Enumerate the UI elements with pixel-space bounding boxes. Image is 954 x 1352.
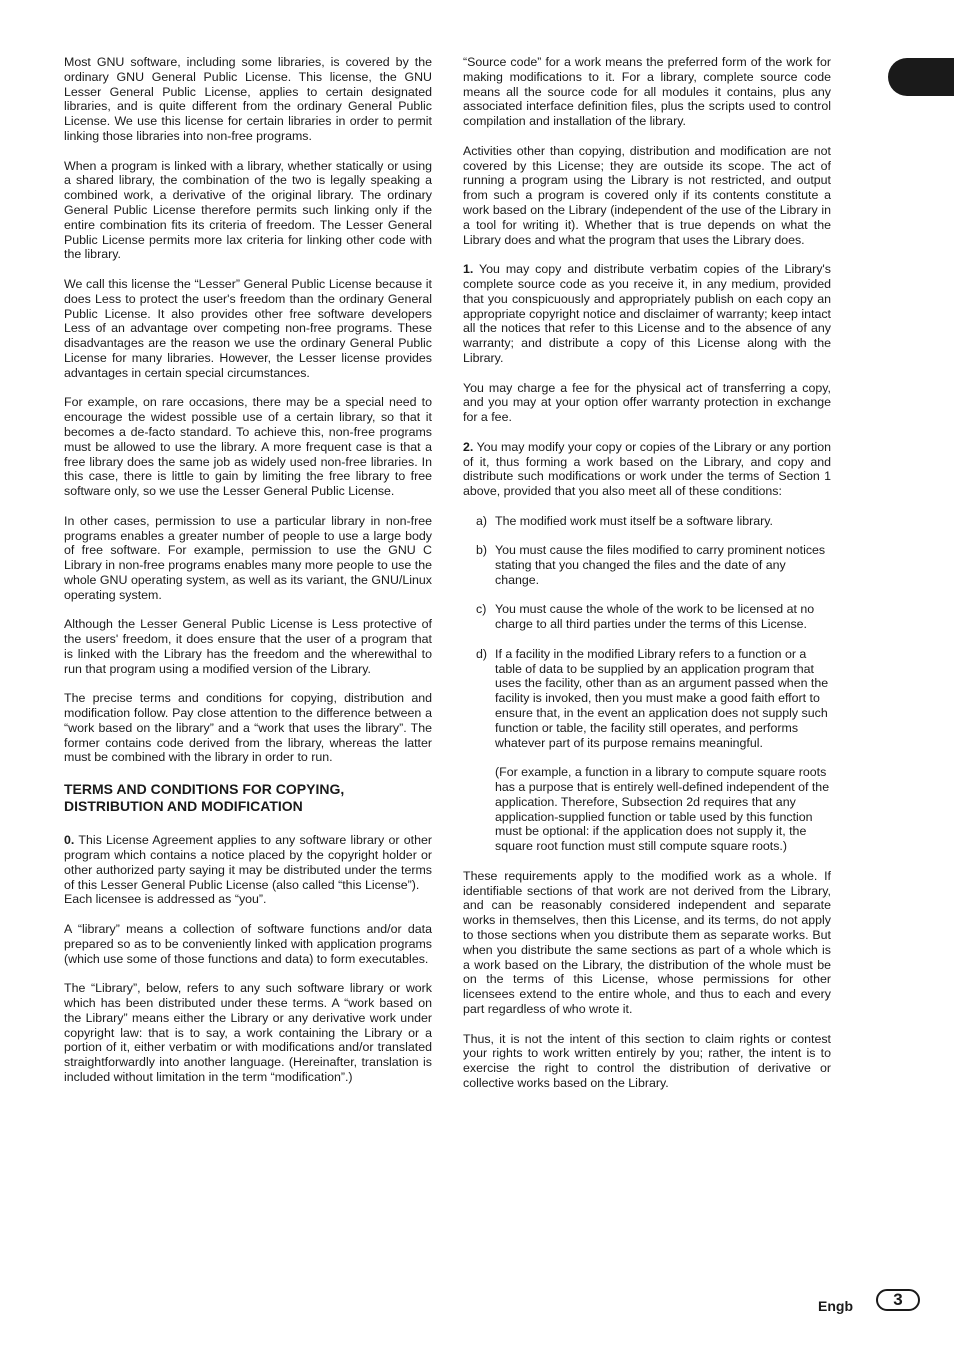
right-column [463,55,831,1106]
section-heading: TERMS AND CONDITIONS FOR COPYING, DISTRIBUTION AND MODIFICATION [64,781,345,815]
list-item [476,602,831,632]
section-0-paragraph [64,833,432,892]
language-label: Engb [818,1298,853,1314]
paragraph: A “library” means a collection of software functions and/or data prepared so as to be conveniently linked with application programs (which use some of those functions and data) to form executables. [64,922,432,966]
section-text: You may copy and distribute verbatim copies of the Library's complete source code as you receive it, in any medium, provided that you conspicuously and appropriately publish on each copy an appropriate copyright notice and disclaimer of warranty; keep intact all the notices that refer to this License and to the absence of any warranty; and distribute a copy of this License along with the Library. [463,262,831,365]
example-paragraph: (For example, a function in a library to compute square roots has a purpose that is entirely well-defined independent of the application. Therefore, Subsection 2d requires that any application-supplied function or table used by this function must be optional: if the application does not supply it, the square root function must still compute square roots.) [495,765,830,854]
list-item [476,543,831,587]
paragraph: Although the Lesser General Public License is Less protective of the users' freedom, it does ensure that the user of a program that is linked with the Library has the freedom and the wherewithal to run that program using a modified version of the Library. [64,617,432,676]
paragraph: Activities other than copying, distribution and modification are not covered by this License; they are outside its scope. The act of running a program using the Library is not restricted, and output from such a program is covered only if its contents constitute a work based on the Library (independent of the use of the Library in a tool for writing it). Whether that is true depends on what the Library does and what the program that uses the Library does. [463,143,831,247]
list-item [476,647,831,751]
section-number: 2. [463,439,474,454]
paragraph: You may charge a fee for the physical act of transferring a copy, and you may at your option offer warranty protection in exchange for a fee. [463,380,831,425]
paragraph: Each licensee is addressed as “you”. [64,892,267,907]
section-edge-tab [888,58,954,96]
list-text: You must cause the files modified to carry prominent notices stating that you changed the files and the date of any change. [495,543,826,587]
paragraph: We call this license the “Lesser” General Public License because it does Less to protect the user's freedom than the ordinary General Public License. It also provides other free software developers Less of an advantage over competing non-free programs. These disadvantages are the reason we use the ordinary General Public License for many libraries. However, the Lesser license provides advantages in certain special circumstances. [64,276,432,380]
section-number: 0. [64,833,75,848]
section-number: 1. [463,262,474,277]
list-label: c) [476,602,487,617]
paragraph: Thus, it is not the intent of this section to claim rights or contest your rights to work written entirely by you; rather, the intent is to exercise the right to control the distribution of derivative or collective works based on the Library. [463,1031,831,1090]
list-label: a) [476,513,488,528]
paragraph: The “Library”, below, refers to any such software library or work which has been distributed under these terms. A “work based on the Library” means either the Library or any derivative work under copyright law: that is to say, a work containing the Library or a portion of it, either verbatim or with modifications and/or translated straightforwardly into another language. (Hereinafter, translation is included without limitation in the term “modification”.) [64,981,432,1084]
section-text: You may modify your copy or copies of the Library or any portion of it, thus forming a work based on the Library, and copy and distribute such modifications or work under the terms of Section 1 above, provided that you also meet all of these conditions: [463,439,832,499]
paragraph: Most GNU software, including some libraries, is covered by the ordinary GNU General Public License. This license, the GNU Lesser General Public License, applies to certain designated libraries, and is quite different from the ordinary General Public License. We use this license for certain libraries in order to permit linking those libraries into non-free programs. [64,55,432,143]
paragraph: In other cases, permission to use a particular library in non-free programs enables a greater number of people to use a large body of free software. For example, permission to use the GNU C Library in non-free programs enables many more people to use the whole GNU operating system, as well as its variant, the GNU/Linux operating system. [64,513,432,602]
section-1-paragraph [463,262,831,366]
list-text: The modified work must itself be a software library. [495,513,773,528]
paragraph: For example, on rare occasions, there may be a special need to encourage the widest possible use of a certain library, so that it becomes a de-facto standard. To achieve this, non-free programs must be allowed to use the library. A more frequent case is that a free library does the same job as widely used non-free libraries. In this case, there is little to gain by limiting the free library to free software only, so we use the Lesser General Public License. [64,395,432,499]
list-label: d) [476,646,488,661]
list-text: If a facility in the modified Library refers to a function or a table of data to be supplied by an application program that uses the facility, other than as an argument passed when the facility is invoked, then you must make a good faith effort to ensure that, in the event an application does not supply such function or table, the facility still operates, and performs whatever part of its purpose remains meaningful. [495,646,829,750]
paragraph: “Source code” for a work means the preferred form of the work for making modifications to it. For a library, complete source code means all the source code for all modules it contains, plus any associated interface definition files, plus the scripts used to control compilation and installation of the library. [463,55,831,129]
list-label: b) [476,543,488,558]
left-column [64,55,432,1100]
section-text: This License Agreement applies to any software library or other program which contains a notice placed by the copyright holder or other authorized party saying it may be distributed under the terms of this Lesser General Public License (also called “this License”). [64,833,432,892]
section-2-paragraph [463,440,831,499]
list-text: You must cause the whole of the work to be licensed at no charge to all third parties under the terms of this License. [495,602,815,632]
paragraph: The precise terms and conditions for copying, distribution and modification follow. Pay close attention to the difference between a “work based on the library” and a “work that uses the library”. The former contains code derived from the library, whereas the latter must be combined with the library in order to run. [64,691,432,765]
page-number-badge: 3 [876,1289,920,1311]
paragraph: When a program is linked with a library, whether statically or using a shared library, the combination of the two is legally speaking a combined work, a derivative of the original library. The ordinary General Public License therefore permits such linking only if the entire combination fits its criteria of freedom. The Lesser General Public License permits more lax criteria for linking other code with the library. [64,158,432,262]
paragraph: These requirements apply to the modified work as a whole. If identifiable sections of that work are not derived from the Library, and can be reasonably considered independent and separate works in themselves, then this License, and its terms, do not apply to those sections when you distribute them as separate works. But when you distribute the same sections as part of a whole which is a work based on the Library, the distribution of the whole must be on the terms of this License, whose permissions for other licensees extend to the entire whole, and thus to each and every part regardless of who wrote it. [463,868,831,1016]
list-item [476,514,831,529]
